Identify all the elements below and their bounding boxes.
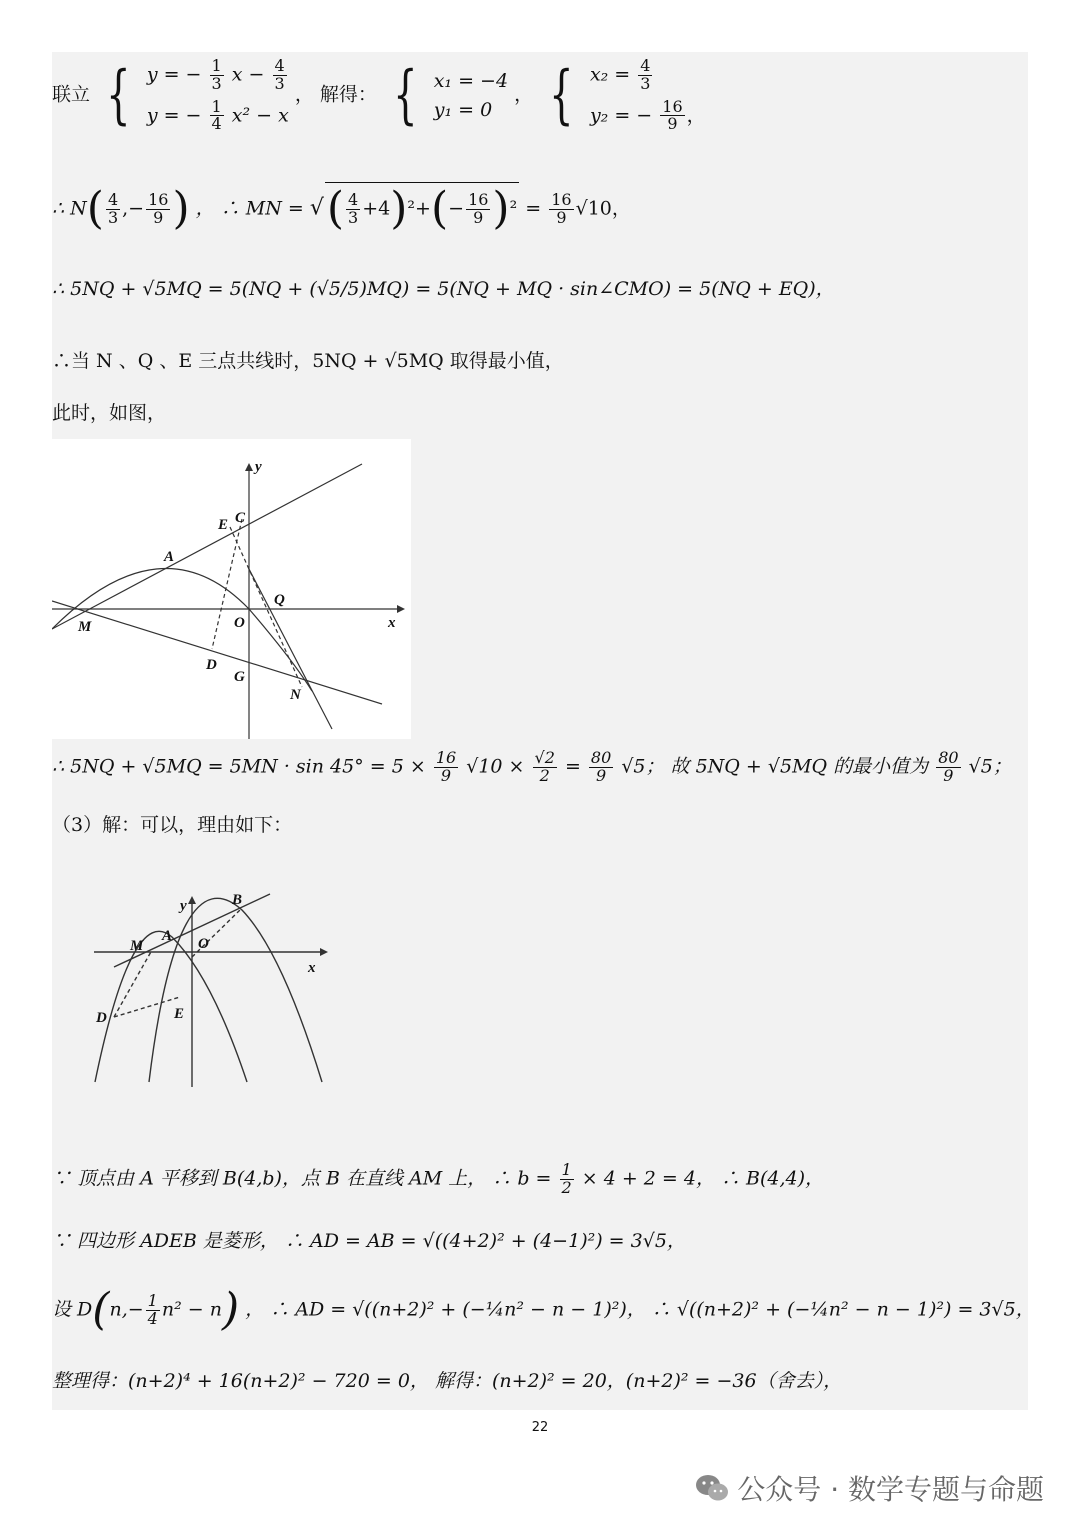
footer-watermark	[695, 1468, 1044, 1508]
footer-text: 公众号 · 数学专题与命题	[737, 1473, 1044, 1506]
label-A: A	[164, 549, 175, 565]
label-E: E	[174, 1006, 185, 1022]
text: =	[564, 755, 581, 778]
den: 9	[440, 765, 452, 785]
line-5: 此时，如图，	[52, 402, 167, 424]
num: 16	[435, 748, 457, 767]
num: 16	[662, 96, 683, 116]
label-O: O	[198, 936, 209, 952]
eq: y₁ = 0	[433, 98, 493, 121]
line-CN	[249, 569, 332, 729]
figure-2-svg	[92, 882, 332, 1092]
x-arrow-icon	[397, 605, 405, 613]
parabola-left	[95, 931, 247, 1082]
label-C: C	[235, 510, 246, 526]
solution-1	[434, 70, 508, 122]
text: ， ∴ AD = √((n+2)² + (−¼n² − n − 1)²)， ∴ √((n+2)² + (−¼n² − n − 1)²) = 3√5，	[245, 1298, 1035, 1321]
den: 4	[147, 1308, 158, 1328]
dashed-DE	[114, 997, 180, 1017]
den: 3	[640, 73, 651, 93]
eq: x² − x	[231, 103, 289, 126]
label-E: E	[218, 517, 229, 533]
line-9: ∵ 四边形 ADEB 是菱形， ∴ AD = AB = √((4+2)² + (4−1)²) = 3√5，	[52, 1230, 686, 1252]
num: 1	[561, 1160, 572, 1179]
line-AC	[52, 464, 362, 629]
num: 80	[938, 748, 959, 767]
num: 4	[274, 56, 285, 75]
line-8	[52, 1162, 824, 1197]
label-B: B	[232, 892, 243, 908]
line-4: ∴当 N 、Q 、E 三点共线时，5NQ + √5MQ 取得最小值，	[52, 350, 564, 372]
den: 4	[211, 114, 222, 134]
num: 16	[148, 190, 169, 210]
text: √5； 故 5NQ + √5MQ 的最小值为	[621, 755, 929, 778]
den: 9	[943, 765, 954, 785]
den: 9	[153, 207, 164, 227]
figure-1	[52, 439, 411, 739]
den: 9	[595, 765, 607, 785]
eq: x₁ = −4	[433, 69, 509, 92]
text: =	[525, 197, 542, 220]
y-arrow-icon	[245, 463, 253, 471]
text: × 4 + 2 = 4， ∴ B(4,4)，	[581, 1167, 825, 1190]
line-3: ∴ 5NQ + √5MQ = 5(NQ + (√5/5)MQ) = 5(NQ + MQ · sin∠CMO) = 5(NQ + EQ)，	[52, 278, 835, 300]
page-number: 22	[531, 1420, 549, 1435]
line-10: 设 D(n,− $\frac{1}{4}$ n² − n) ， ∴ AD = √((n+2)² + (−¼n² − n − 1)²)， ∴ √((n+2)² + (−¼n² − n − 1)²) = 3√5，	[52, 1284, 1035, 1335]
label-y: y	[180, 898, 187, 914]
label-x: x	[308, 960, 316, 976]
line-2: ∴ N( $\frac{4}{3}$ ,− $\frac{16}{9}$ ) ， ∴ MN = √( $\frac{4}{3}$ +4)²+(− $\frac{16}{9}$ )² = $\frac{16}{9}$ √10，	[52, 183, 631, 234]
eq: x −	[231, 63, 265, 86]
text: ∵ 顶点由 A 平移到 B(4,b)，点 B 在直线 AM 上， ∴ b =	[52, 1167, 552, 1190]
label-D: D	[96, 1010, 107, 1026]
den: 3	[107, 207, 119, 227]
num: 16	[468, 190, 489, 210]
eq: y₂ = −	[589, 103, 653, 126]
line-6	[52, 750, 1012, 785]
figure-2	[92, 882, 332, 1092]
text: ∴ N	[52, 197, 87, 220]
num: 1	[211, 56, 222, 75]
label-A: A	[162, 928, 173, 944]
label-G: G	[234, 669, 245, 685]
text: √5；	[968, 755, 1012, 778]
label-M: M	[78, 619, 92, 635]
den: 9	[473, 207, 484, 227]
den: 3	[274, 73, 285, 93]
num: 1	[211, 96, 222, 116]
system-1	[147, 58, 289, 133]
label-Q: Q	[274, 592, 285, 608]
label-x: x	[388, 615, 396, 631]
eq: y = −	[146, 103, 202, 126]
label-y: y	[255, 459, 262, 475]
eq: y = −	[146, 63, 202, 86]
x-arrow-icon	[320, 948, 328, 956]
text: 10，	[587, 197, 631, 220]
text: ， 解得：	[294, 83, 377, 106]
den: 9	[667, 114, 678, 134]
num: 4	[640, 56, 651, 75]
figure-1-svg	[52, 439, 411, 739]
label-O: O	[234, 615, 245, 631]
label-N: N	[290, 687, 301, 703]
y-arrow-icon	[188, 896, 196, 904]
label-D: D	[206, 657, 217, 673]
parabola-right	[149, 898, 322, 1082]
text: 联立	[52, 83, 91, 106]
text: ， ∴ MN =	[195, 197, 304, 220]
line-11: 整理得：(n+2)⁴ + 16(n+2)² − 720 = 0， 解得：(n+2)² = 20，(n+2)² = −36（舍去），	[52, 1370, 843, 1392]
label-M: M	[130, 938, 144, 954]
text: 设 D	[52, 1298, 93, 1321]
num: 80	[590, 748, 612, 767]
text: √10 ×	[466, 755, 525, 778]
line-MN	[52, 601, 382, 704]
den: 3	[211, 73, 222, 93]
wechat-icon	[695, 1474, 729, 1502]
num: 16	[551, 190, 572, 210]
den: 3	[348, 207, 359, 227]
line-7: （3）解：可以，理由如下：	[52, 814, 293, 836]
dashed-EN	[230, 527, 302, 687]
den: 2	[539, 765, 550, 785]
num: 4	[107, 190, 119, 210]
page-sheet	[52, 52, 1035, 1410]
dashed-DA	[114, 950, 152, 1017]
num: 4	[348, 190, 359, 210]
num: √2	[534, 748, 555, 767]
text: ∴ 5NQ + √5MQ = 5MN · sin 45° = 5 ×	[52, 755, 426, 778]
eq: x₂ =	[589, 63, 631, 86]
den: 9	[556, 207, 567, 227]
den: 2	[561, 1177, 572, 1197]
num: 1	[147, 1291, 158, 1311]
line-1: 联立 { y = − $\frac{1}{3}$ x − $\frac{4}{3}$ y = − $\frac{1}{4}$ x² − x ， 解得： { x₁ = −4 y₁ = 0 ， { x₂ = $\frac{4}{3}$ y₂ = − $\frac{16}{9}$ ，	[52, 56, 706, 134]
solution-2: x₂ = $\frac{4}{3}$ y₂ = − $\frac{16}{9}$ ，	[589, 56, 706, 134]
